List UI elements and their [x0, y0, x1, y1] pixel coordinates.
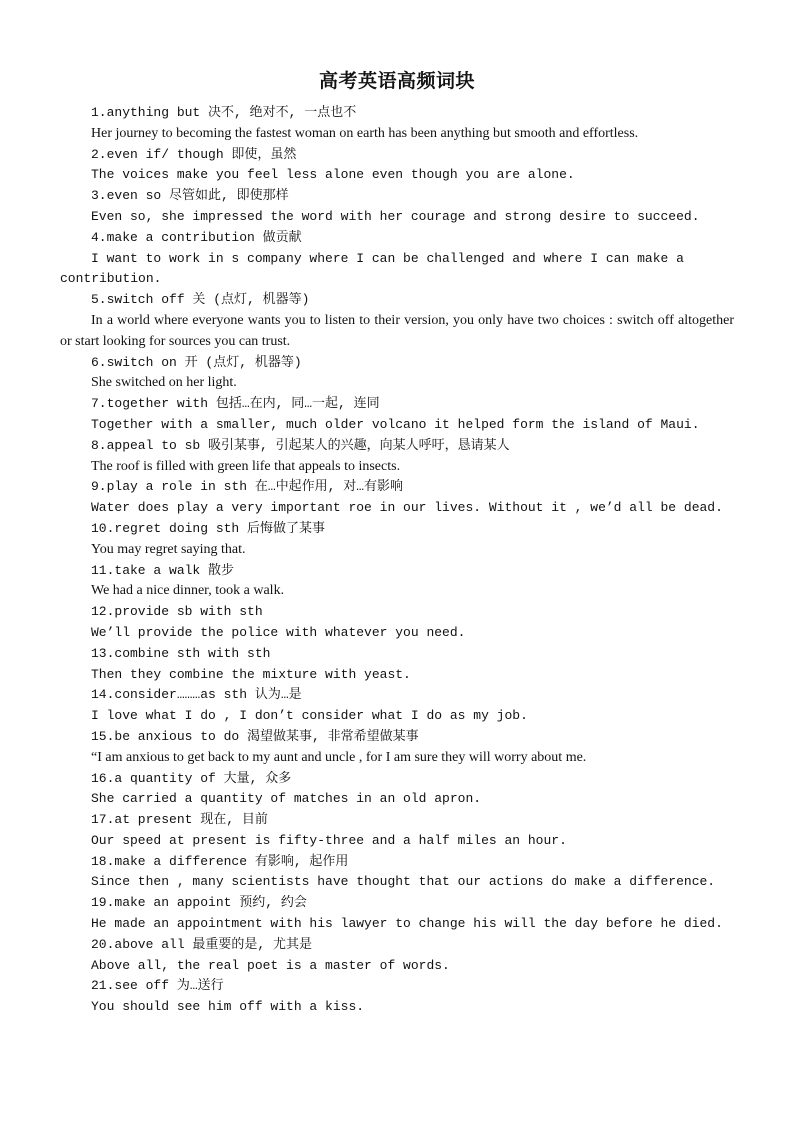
entry-8-head: 8.appeal to sb 吸引某事, 引起某人的兴趣，向某人呼吁，恳请某人	[91, 437, 510, 453]
entry-7-head: 7.together with 包括…在内, 同…一起, 连同	[91, 396, 380, 412]
entry-3-example: Even so, she impressed the word with her courage and strong desire to succeed.	[91, 208, 700, 224]
entry-19-example: He made an appointment with his lawyer to change his will the day before he died.	[91, 916, 723, 932]
entry-13-head: 13.combine sth with sth	[91, 645, 271, 661]
entry-17-example: Our speed at present is fifty-three and a half miles an hour.	[91, 832, 567, 848]
entry-18-head: 18.make a difference 有影响, 起作用	[91, 853, 349, 869]
entry-20-example: Above all, the real poet is a master of words.	[91, 957, 450, 973]
entry-6-example: She switched on her light.	[91, 375, 237, 391]
entry-16-head: 16.a quantity of 大量, 众多	[91, 770, 292, 786]
entry-8-example: The roof is filled with green life that appeals to insects.	[91, 458, 401, 474]
entry-9-example: Water does play a very important roe in our lives. Without it , we’d all be dead.	[91, 500, 723, 516]
entry-2-example: The voices make you feel less alone even though you are alone.	[91, 167, 575, 183]
entry-15-head: 15.be anxious to do 渴望做某事, 非常希望做某事	[91, 728, 419, 744]
entry-7-example: Together with a smaller, much older volcano it helped form the island of Maui.	[91, 416, 700, 432]
entry-12-example: We’ll provide the police with whatever you need.	[91, 624, 466, 640]
entry-6-head: 6.switch on 开 (点灯, 机器等)	[91, 354, 302, 370]
entry-17-head: 17.at present 现在, 目前	[91, 812, 268, 828]
entry-10-example: You may regret saying that.	[91, 541, 246, 557]
entry-21-head: 21.see off 为…送行	[91, 978, 224, 994]
entry-13-example: Then they combine the mixture with yeast.	[91, 666, 411, 682]
entry-14-example: I love what I do , I don’t consider what I do as my job.	[91, 708, 528, 724]
entry-21-example: You should see him off with a kiss.	[91, 999, 365, 1015]
entry-19-head: 19.make an appoint 预约, 约会	[91, 895, 307, 911]
entry-9-head: 9.play a role in sth 在…中起作用, 对…有影响	[91, 479, 404, 495]
entry-10-head: 10.regret doing sth 后悔做了某事	[91, 520, 326, 536]
entry-20-head: 20.above all 最重要的是, 尤其是	[91, 936, 313, 952]
entry-1-example: Her journey to becoming the fastest woman on earth has been anything but smooth and effortless.	[91, 125, 639, 141]
entry-12-head: 12.provide sb with sth	[91, 604, 263, 620]
entry-11-head: 11.take a walk 散步	[91, 562, 235, 578]
entry-3-head: 3.even so 尽管如此, 即使那样	[91, 188, 289, 204]
entry-4-example: I want to work in s company where I can be challenged and where I can make a contribution.	[60, 250, 684, 287]
entry-14-head: 14.consider………as sth 认为…是	[91, 687, 302, 703]
entry-5-head: 5.switch off 关 (点灯, 机器等)	[91, 292, 310, 308]
entry-1-head: 1.anything but 决不, 绝对不, 一点也不	[91, 105, 357, 120]
entry-18-example: Since then , many scientists have thought that our actions do make a difference.	[91, 874, 716, 890]
entry-16-example: She carried a quantity of matches in an old apron.	[91, 791, 482, 807]
phrase-list	[60, 103, 734, 1018]
entry-5-example: In a world where everyone wants you to listen to their version, you only have two choices : switch off altogether or start looking for sources you can trust.	[60, 312, 734, 349]
entry-15-example: “I am anxious to get back to my aunt and uncle , for I am sure they will worry about me.	[91, 749, 587, 765]
entry-4-head: 4.make a contribution 做贡献	[91, 229, 302, 245]
page-title: 高考英语高频词块	[318, 70, 475, 92]
entry-11-example: We had a nice dinner, took a walk.	[91, 583, 285, 599]
entry-2-head: 2.even if/ though 即使，虽然	[91, 146, 297, 162]
